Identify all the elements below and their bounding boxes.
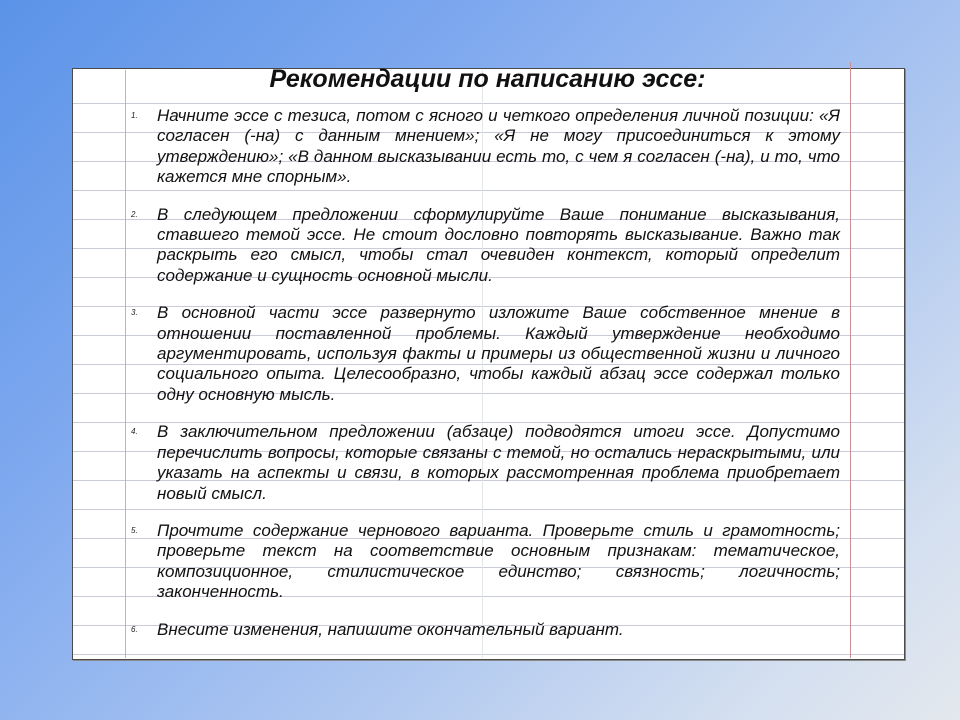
item-text: Прочтите содержание чернового варианта. Проверьте стиль и грамотность; проверьте текст на соответствие основным признакам: тематическое, композиционное, стилистическое единство; связность; логичность; законченность. [157, 520, 840, 602]
item-text: Начните эссе с тезиса, потом с ясного и четкого определения личной позиции: «Я согласен (-на) с данным мнением»; «Я не могу присоединиться к этому утверждению»; «В данном высказывании есть то, с чем я согласен (-на), и то, что кажется мне спорным». [157, 106, 840, 187]
list-item [128, 422, 840, 504]
list-item [128, 106, 840, 188]
item-number: 3. [131, 308, 138, 318]
item-number: 1. [131, 111, 138, 120]
left-margin-line [125, 70, 126, 658]
list-item [128, 620, 840, 640]
list-item [128, 303, 840, 405]
recommendations-list [128, 106, 840, 640]
item-text: В следующем предложении сформулируйте Ваше понимание высказывания, ставшего темой эссе. Не стоит дословно повторять высказывание. Важно так раскрыть его смысл, чтобы стал очевиден контекст, который определит содержание и сущность основной мысли. [157, 204, 840, 285]
list-item [128, 205, 840, 287]
item-text: Внесите изменения, напишите окончательный вариант. [157, 619, 624, 639]
item-number: 6. [131, 624, 138, 634]
right-margin-line [850, 62, 851, 658]
item-text: В основной части эссе развернуто изложите Ваше собственное мнение в отношении поставленной проблемы. Каждый утверждение необходимо аргументировать, используя факты и примеры из общественной жизни и личного социального опыта. Целесообразно, чтобы каждый абзац эссе содержал только одну основную мысль. [157, 303, 840, 404]
item-number: 2. [131, 209, 138, 219]
item-number: 4. [131, 427, 138, 437]
slide-title: Рекомендации по написанию эссе: [269, 65, 706, 93]
item-text: В заключительном предложении (абзаце) подводятся итоги эссе. Допустимо перечислить вопросы, которые связаны с темой, но остались нераскрытыми, или указать на аспекты и связи, в которых рассмотренная проблема приобретает новый смысл. [157, 422, 840, 503]
item-number: 5. [131, 525, 138, 535]
list-item [128, 521, 840, 603]
